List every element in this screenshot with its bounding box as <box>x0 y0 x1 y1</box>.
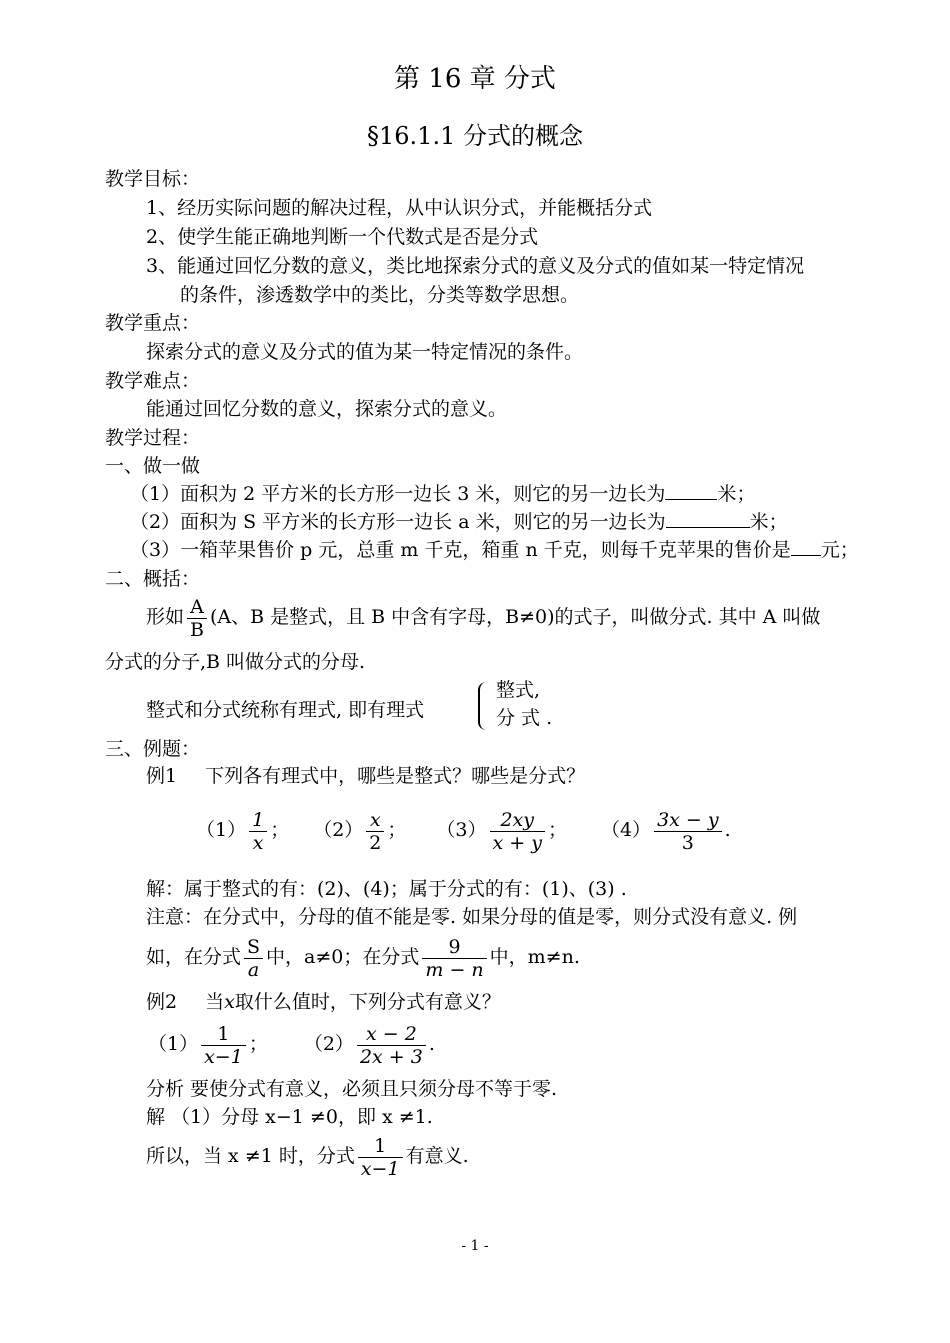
conclusion-text: 有意义. <box>405 1145 469 1167</box>
denominator: 2 <box>366 831 384 854</box>
part2-heading: 二、概括： <box>105 568 201 590</box>
example-1-answer: 解：属于整式的有：(2)、(4)；属于分式的有：(1)、(3) . <box>146 878 627 900</box>
fraction-s-over-a <box>244 936 263 981</box>
variable: x <box>224 991 235 1013</box>
fraction <box>357 1023 426 1068</box>
objective-item: 的条件，渗透数学中的类比，分类等数学思想。 <box>180 284 580 306</box>
expr-separator: ； <box>547 819 567 841</box>
note-line-2 <box>146 932 580 982</box>
note-line-1: 注意：在分式中，分母的值不能是零. 如果分母的值是零，则分式没有意义. 例 <box>146 906 798 928</box>
page-number: - 1 - <box>461 1238 489 1254</box>
numerator: 3x − y <box>657 808 719 831</box>
section-title: §16.1.1 分式的概念 <box>367 122 583 150</box>
part3-heading: 三、例题： <box>105 738 201 760</box>
objective-item: 1、经历实际问题的解决过程，从中认识分式，并能概括分式 <box>146 197 653 219</box>
objective-item: 3、能通过回忆分数的意义，类比地探索分式的意义及分式的值如某一特定情况 <box>146 255 805 277</box>
numerator: S <box>247 935 261 958</box>
numerator: 1 <box>374 1134 387 1157</box>
expr-label: （2） <box>303 1033 354 1055</box>
question-text: （2）面积为 S 平方米的长方形一边长 a 米，则它的另一边长为 <box>130 511 666 533</box>
example-1-line <box>146 764 585 788</box>
question-unit: 米； <box>717 483 756 505</box>
solution-line: 解 （1）分母 x−1 ≠0，即 x ≠1. <box>146 1106 433 1128</box>
denominator: x <box>249 831 267 854</box>
example-label: 例2 <box>146 991 178 1013</box>
expr-label: （3） <box>436 819 487 841</box>
denominator: m − n <box>422 958 486 981</box>
numerator: x − 2 <box>365 1022 417 1045</box>
denominator: 2x + 3 <box>357 1045 426 1068</box>
expr-label: （1） <box>148 1033 199 1055</box>
example-2-expressions <box>148 1019 435 1069</box>
question-3 <box>130 537 859 562</box>
fraction-a-over-b <box>187 596 207 641</box>
conclusion-text: 所以，当 x ≠1 时，分式 <box>146 1145 355 1167</box>
question-unit: 元； <box>820 539 859 561</box>
example-question: 当 <box>205 991 225 1013</box>
fraction <box>249 809 267 854</box>
example-label: 例1 <box>146 765 178 787</box>
key-points-heading: 教学重点： <box>105 312 201 334</box>
expr-separator: ； <box>387 819 407 841</box>
expr-separator: . <box>428 1033 435 1055</box>
definition-prefix: 形如 <box>146 606 185 628</box>
numerator: 9 <box>448 935 461 958</box>
definition-line-2: 分式的分子,B 叫做分式的分母. <box>105 651 366 673</box>
fraction <box>358 1135 403 1180</box>
question-unit: 米； <box>749 511 788 533</box>
example-1-expressions <box>196 805 731 855</box>
process-heading: 教学过程： <box>105 427 201 449</box>
denominator: x−1 <box>201 1045 246 1068</box>
definition-rest: (A、B 是整式，且 B 中含有字母，B≠0)的式子，叫做分式. 其中 A 叫做 <box>209 606 821 628</box>
expr-label: （1） <box>196 819 247 841</box>
fraction <box>201 1023 246 1068</box>
numerator: 2xy <box>500 808 534 831</box>
rational-option-integer: 整式, <box>496 679 541 701</box>
expr-separator: ； <box>248 1033 268 1055</box>
objective-item: 2、使学生能正确地判断一个代数式是否是分式 <box>146 226 539 248</box>
fraction-9-over-m-minus-n <box>422 936 486 981</box>
denominator: B <box>187 618 207 641</box>
expr-label: （2） <box>313 819 364 841</box>
fraction <box>654 809 722 854</box>
denominator: 3 <box>654 831 722 854</box>
rational-expression-text: 整式和分式统称有理式, 即有理式 <box>146 699 425 721</box>
expr-label: （4） <box>600 819 652 841</box>
denominator: x−1 <box>358 1157 403 1180</box>
note-text: 中，a≠0；在分式 <box>266 946 420 968</box>
difficulties-heading: 教学难点： <box>105 370 201 392</box>
numerator: 1 <box>252 808 265 831</box>
fraction <box>490 809 545 854</box>
expr-separator: ； <box>270 819 290 841</box>
expr-separator: . <box>724 819 731 841</box>
definition-line <box>146 594 820 641</box>
example-question: 取什么值时，下列分式有意义？ <box>234 991 501 1013</box>
example-question: 下列各有理式中，哪些是整式？哪些是分式？ <box>205 765 586 787</box>
question-2 <box>130 509 788 534</box>
note-text: 中，m≠n. <box>489 946 580 968</box>
objectives-heading: 教学目标： <box>105 168 201 190</box>
chapter-title: 第 16 章 分式 <box>394 64 556 94</box>
fraction <box>366 809 384 854</box>
left-brace <box>478 682 490 730</box>
part1-heading: 一、做一做 <box>105 455 201 477</box>
numerator: A <box>190 595 204 618</box>
rational-option-fraction: 分 式 . <box>496 707 553 729</box>
example-2-line <box>146 990 501 1014</box>
answer-blank <box>666 509 750 528</box>
analysis-line: 分析 要使分式有意义，必须且只须分母不等于零. <box>146 1078 558 1100</box>
answer-blank <box>791 537 821 556</box>
note-text: 如，在分式 <box>146 946 242 968</box>
question-text: （1）面积为 2 平方米的长方形一边长 3 米，则它的另一边长为 <box>130 483 666 505</box>
numerator: 1 <box>217 1022 230 1045</box>
numerator: x <box>369 808 381 831</box>
question-1 <box>130 481 755 506</box>
denominator: x + y <box>490 831 545 854</box>
conclusion-line <box>146 1131 469 1181</box>
difficulties-text: 能通过回忆分数的意义，探索分式的意义。 <box>146 398 508 420</box>
answer-blank <box>665 481 717 500</box>
question-text: （3）一箱苹果售价 p 元，总重 m 千克，箱重 n 千克，则每千克苹果的售价是 <box>130 539 791 561</box>
key-points-text: 探索分式的意义及分式的值为某一特定情况的条件。 <box>146 341 584 363</box>
denominator: a <box>244 958 263 981</box>
